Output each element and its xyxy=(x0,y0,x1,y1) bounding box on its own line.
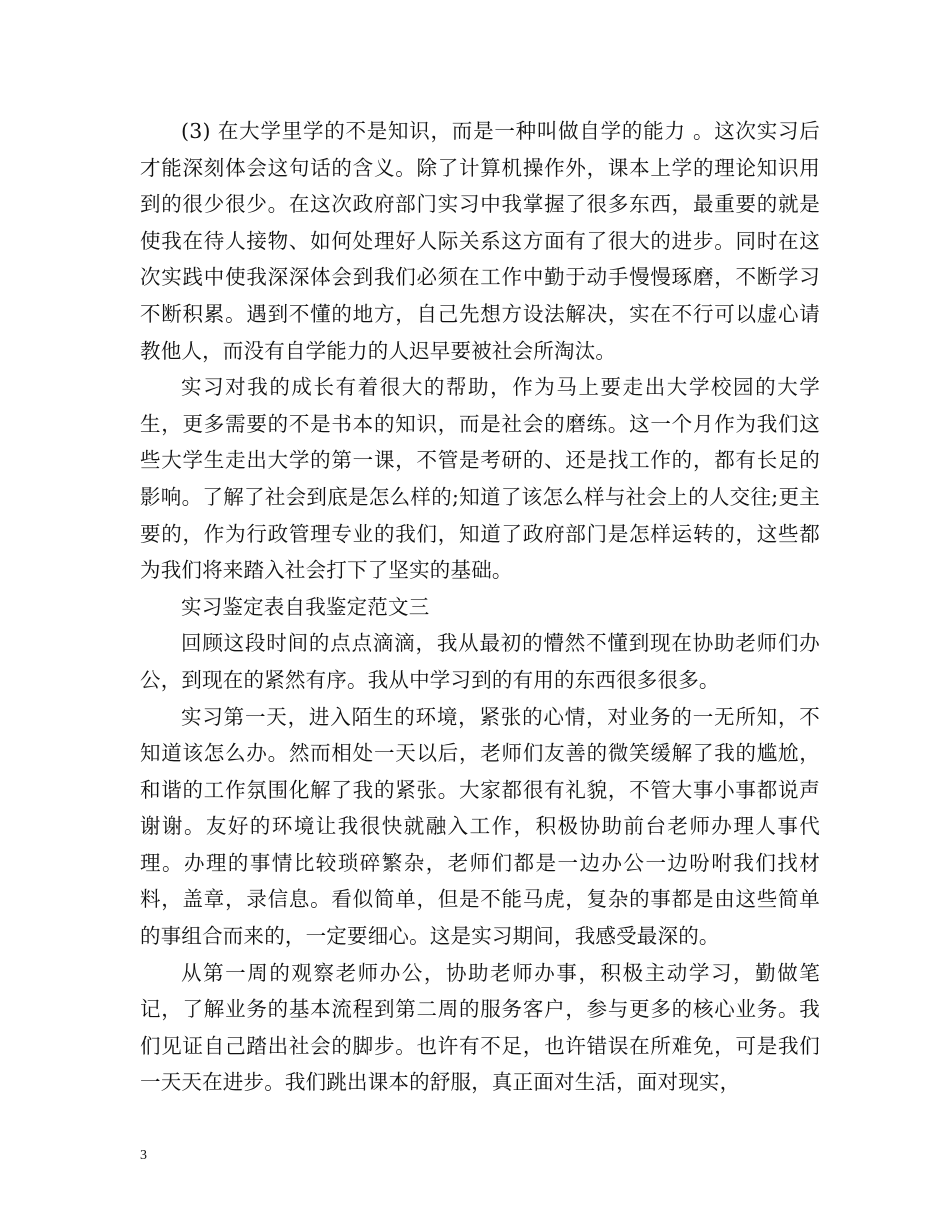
document-body xyxy=(140,113,820,1101)
paragraph: 回顾这段时间的点点滴滴，我从最初的懵然不懂到现在协助老师们办公，到现在的紧然有序。我从中学习到的有用的东西很多很多。 xyxy=(140,631,820,692)
paragraph: (3) 在大学里学的不是知识，而是一种叫做自学的能力 。这次实习后才能深刻体会这句话的含义。除了计算机操作外，课本上学的理论知识用到的很少很少。在这次政府部门实习中我掌握了很多东西，最重要的就是使我在待人接物、如何处理好人际关系这方面有了很大的进步。同时在这次实践中使我深深体会到我们必须在工作中勤于动手慢慢琢磨，不断学习不断积累。遇到不懂的地方，自己先想方设法解决，实在不行可以虚心请教他人，而没有自学能力的人迟早要被社会所淘汰。 xyxy=(140,119,820,363)
page-number: 3 xyxy=(140,1148,147,1163)
paragraph: 实习对我的成长有着很大的帮助，作为马上要走出大学校园的大学生，更多需要的不是书本的知识，而是社会的磨练。这一个月作为我们这些大学生走出大学的第一课，不管是考研的、还是找工作的，都有长足的影响。了解了社会到底是怎么样的;知道了该怎么样与社会上的人交往;更主要的，作为行政管理专业的我们，知道了政府部门是怎样运转的，这些都为我们将来踏入社会打下了坚实的基础。 xyxy=(140,375,820,583)
paragraph: 实习第一天，进入陌生的环境，紧张的心情，对业务的一无所知，不知道该怎么办。然而相处一天以后，老师们友善的微笑缓解了我的尴尬，和谐的工作氛围化解了我的紧张。大家都很有礼貌，不管大事小事都说声谢谢。友好的环境让我很快就融入工作，积极协助前台老师办理人事代理。办理的事情比较琐碎繁杂，老师们都是一边办公一边吩咐我们找材料，盖章，录信息。看似简单，但是不能马虎，复杂的事都是由这些简单的事组合而来的，一定要细心。这是实习期间，我感受最深的。 xyxy=(140,704,820,949)
paragraph: 从第一周的观察老师办公，协助老师办事，积极主动学习，勤做笔记，了解业务的基本流程到第二周的服务客户，参与更多的核心业务。我们见证自己踏出社会的脚步。也许有不足，也许错误在所难免，可是我们一天天在进步。我们跳出课本的舒服，真正面对生活，面对现实， xyxy=(140,960,820,1095)
section-heading: 实习鉴定表自我鉴定范文三 xyxy=(181,594,430,619)
